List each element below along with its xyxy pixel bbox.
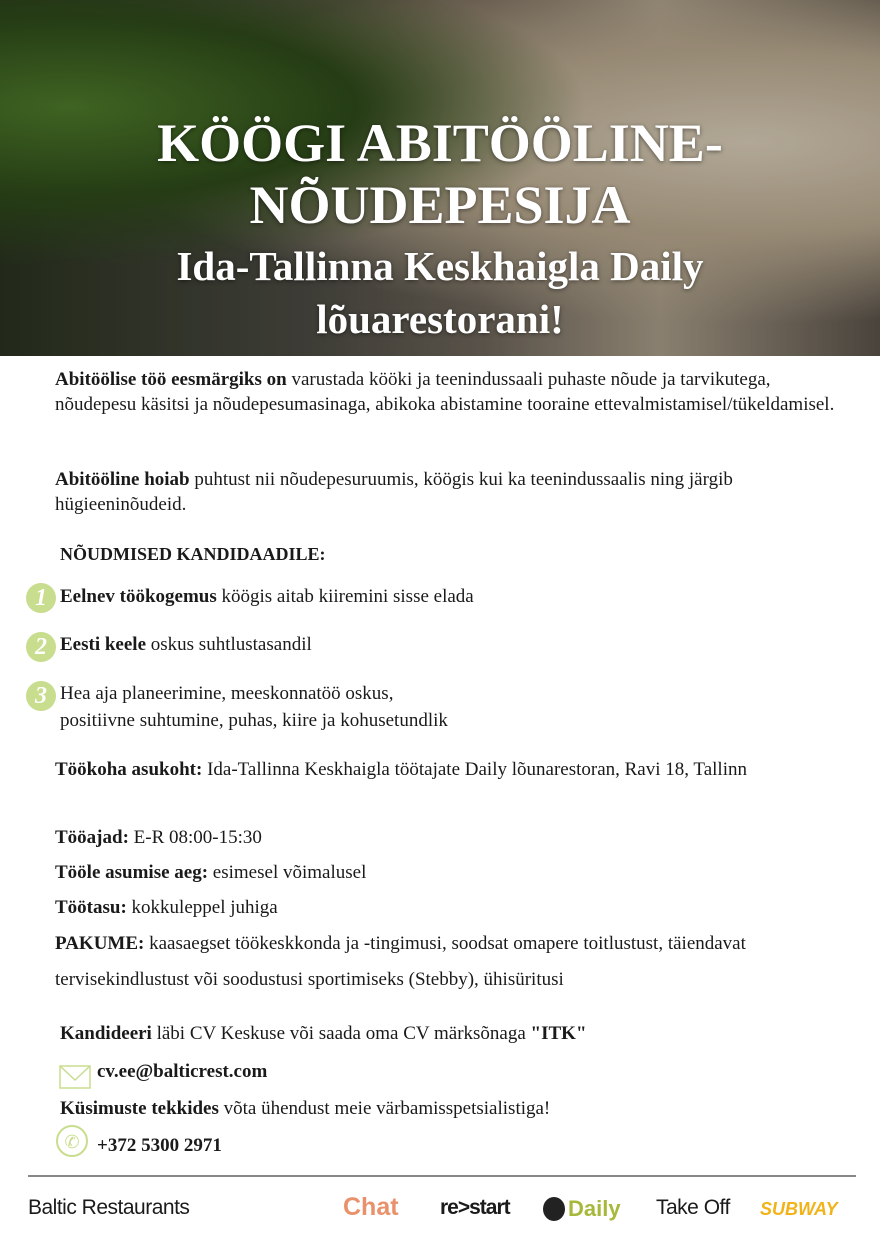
daily-icon — [543, 1197, 565, 1221]
intro-paragraph-1: Abitöölise töö eesmärgiks on varustada kööki ja teenindussaali puhaste nõude ja tarvikutega, nõudepesu käsitsi ja nõudepesumasinaga, abikoka abistamine tooraine ettevalmistamisel/tükeldamisel. — [55, 369, 835, 415]
svg-text:✆: ✆ — [64, 1132, 80, 1152]
job-title: KÖÖGI ABITÖÖLINE- NÕUDEPESIJA — [157, 113, 723, 235]
subway-logo: SUBWAY — [760, 1199, 838, 1219]
detail-salary: Töötasu: kokkuleppel juhiga — [55, 897, 278, 918]
baltic-restaurants-logo: Baltic Restaurants — [28, 1196, 190, 1219]
envelope-icon — [59, 1065, 91, 1089]
chat-logo: Chat — [343, 1193, 399, 1221]
questions-text: Küsimuste tekkides võta ühendust meie värbamisspetsialistiga! — [60, 1098, 551, 1119]
divider — [28, 1175, 856, 1177]
restart-logo: re>start — [440, 1196, 510, 1219]
requirement-item: Eelnev töökogemus köögis aitab kiiremini sisse elada — [60, 586, 474, 607]
number-badge: 2 — [26, 632, 56, 662]
detail-location: Töökoha asukoht: Ida-Tallinna Keskhaigla töötajate Daily lõunarestoran, Ravi 18, Tallinn — [55, 759, 747, 780]
number-badge: 3 — [26, 681, 56, 711]
detail-hours: Tööajad: E-R 08:00-15:30 — [55, 827, 262, 848]
phone-number[interactable]: +372 5300 2971 — [97, 1135, 222, 1156]
header-image — [0, 0, 880, 356]
phone-icon — [55, 1124, 89, 1158]
job-subtitle: Ida-Tallinna Keskhaigla Daily lõuarestorani! — [176, 243, 704, 342]
intro-paragraph-2: Abitööline hoiab puhtust nii nõudepesuruumis, köögis kui ka teenindussaalis ning järgib hügieeninõudeid. — [55, 469, 733, 515]
daily-logo: Daily — [568, 1196, 621, 1221]
apply-text: Kandideeri läbi CV Keskuse või saada oma CV märksõnaga "ITK" — [60, 1023, 587, 1044]
detail-start: Tööle asumise aeg: esimesel võimalusel — [55, 862, 367, 883]
takeoff-logo: Take Off — [656, 1196, 730, 1219]
email-link[interactable]: cv.ee@balticrest.com — [97, 1061, 268, 1082]
requirements-heading: NÕUDMISED KANDIDAADILE: — [60, 544, 326, 564]
number-badge: 1 — [26, 583, 56, 613]
detail-offer: PAKUME: kaasaegset töökeskkonda ja -tingimusi, soodsat omapere toitlustust, täiendavat tervisekindlustust või soodustusi sportimiseks (Stebby), ühisüritusi — [55, 933, 746, 990]
requirement-item: Eesti keele oskus suhtlustasandil — [60, 634, 312, 655]
requirement-item: Hea aja planeerimine, meeskonnatöö oskus, positiivne suhtumine, puhas, kiire ja kohusetundlik — [60, 683, 448, 731]
